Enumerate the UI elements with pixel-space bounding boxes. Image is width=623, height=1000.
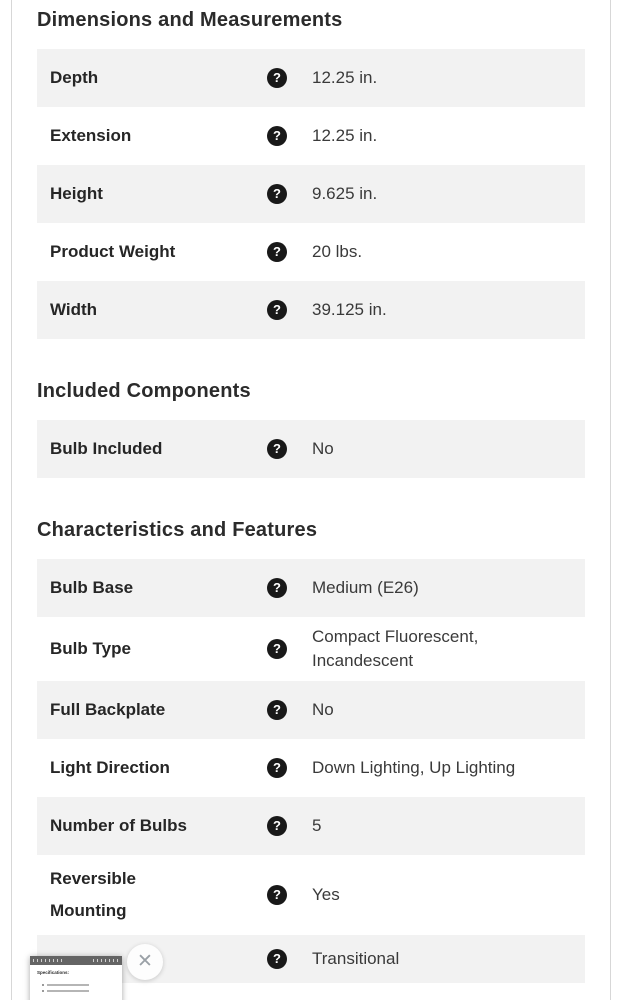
table-row [37,420,585,478]
section-included-components [37,379,585,478]
spec-value: 20 lbs. [312,242,363,261]
thumbnail-bullet-line [47,990,89,992]
thumbnail-toolbar [30,956,122,965]
help-icon[interactable]: ? [267,700,287,720]
spec-label: Reversible Mounting [50,869,136,920]
section-title: Included Components [37,380,251,402]
spec-label: Width [50,300,98,319]
help-icon[interactable]: ? [267,578,287,598]
spec-value: Compact Fluorescent, Incandescent [312,627,479,670]
help-icon[interactable]: ? [267,758,287,778]
thumbnail-bullet-line [47,984,89,986]
spec-label: Depth [50,68,99,87]
spec-value: Transitional [312,949,400,968]
spec-value: 12.25 in. [312,68,378,87]
help-icon[interactable]: ? [267,639,287,659]
spec-label: Bulb Type [50,639,131,658]
section-title: Characteristics and Features [37,519,318,541]
close-icon[interactable]: ✕ [127,944,163,980]
spec-label: Bulb Base [50,578,134,597]
help-icon[interactable]: ? [267,184,287,204]
table-row [37,739,585,797]
table-row [37,617,585,681]
spec-label: Product Weight [50,242,176,261]
spec-label: Extension [50,126,132,145]
table-row [37,49,585,107]
help-icon[interactable]: ? [267,126,287,146]
table-row [37,223,585,281]
help-icon[interactable]: ? [267,949,287,969]
spec-label: Number of Bulbs [50,816,187,835]
spec-label: Bulb Included [50,439,163,458]
spec-value: 12.25 in. [312,126,378,145]
section-dimensions [37,8,585,339]
help-icon[interactable]: ? [267,300,287,320]
toolbar-icons-right [93,959,119,962]
thumbnail-title: Specifications: [37,970,70,975]
table-row [37,559,585,617]
table-row [37,855,585,935]
spec-value: No [312,700,334,719]
table-row [37,681,585,739]
spec-label: Height [50,184,103,203]
spec-value: Yes [312,885,340,904]
spec-value: No [312,439,334,458]
toolbar-icons-left [33,959,65,962]
spec-value: Medium (E26) [312,578,419,597]
spec-value: 9.625 in. [312,184,378,203]
spec-label: Full Backplate [50,700,166,719]
help-icon[interactable]: ? [267,68,287,88]
help-icon[interactable]: ? [267,885,287,905]
table-row [37,797,585,855]
specifications-thumbnail[interactable] [30,956,122,1000]
section-title: Dimensions and Measurements [37,9,343,31]
minimized-preview-popup [30,944,200,1000]
spec-value: 39.125 in. [312,300,387,319]
spec-label: Light Direction [50,758,170,777]
help-icon[interactable]: ? [267,439,287,459]
help-icon[interactable]: ? [267,242,287,262]
table-row [37,281,585,339]
table-row [37,107,585,165]
section-characteristics [37,518,585,983]
thumbnail-body [30,965,122,992]
table-row [37,165,585,223]
help-icon[interactable]: ? [267,816,287,836]
spec-value: Down Lighting, Up Lighting [312,758,516,777]
specifications-panel [11,0,611,1000]
spec-value: 5 [312,816,322,835]
